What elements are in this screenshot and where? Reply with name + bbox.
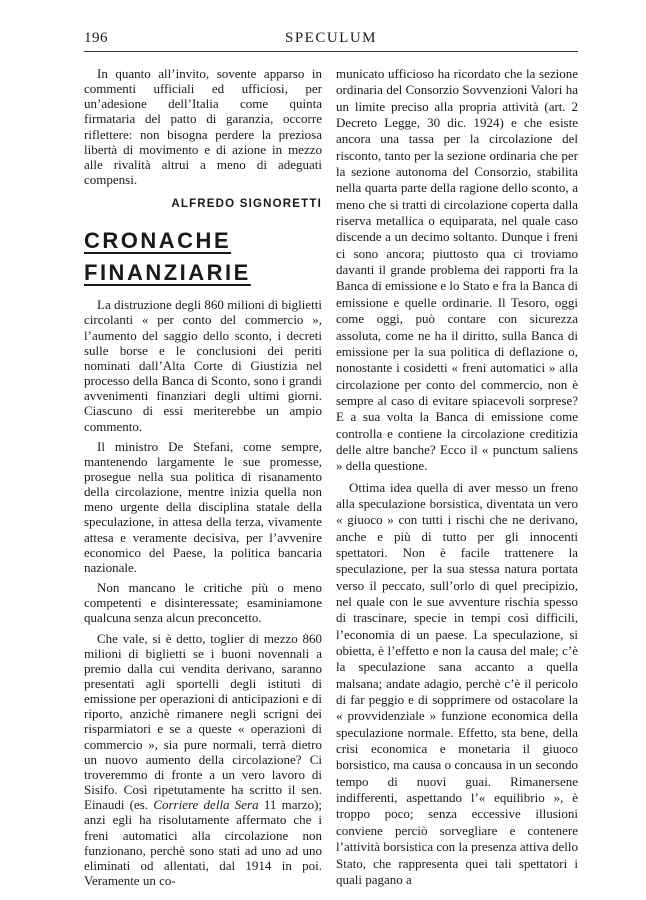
paragraph-4 bbox=[84, 631, 322, 889]
right-column bbox=[336, 66, 578, 888]
intro-paragraph: In quanto all’invito, sovente apparso in commenti ufficiali ed ufficiosi, per un’adesione dell’Italia come quinta firmataria del patto di garanzia, occorre riflettere: non bisogna perdere la preziosa libertà di movimento e di azione in mezzo alle rivalità altrui a meno di adeguati compensi. bbox=[84, 66, 322, 188]
author-signature: ALFREDO SIGNORETTI bbox=[171, 198, 322, 211]
section-title-line-1: CRONACHE bbox=[84, 228, 232, 254]
section-title-line-2: FINANZIARIE bbox=[84, 260, 251, 286]
header-rule bbox=[84, 51, 578, 52]
paragraph-2: Il ministro De Stefani, come sempre, mantenendo largamente le sue promesse, prosegue nella sua politica di risanamento della circolazione, mentre inizia quella non meno urgente della disciplina statale della speculazione, in attesa della terza, vivamente attesa e veramente decisiva, per l’avvenire economico del Paese, la politica bancaria nazionale. bbox=[84, 438, 322, 575]
section-heading bbox=[84, 226, 322, 287]
paragraph-continued: municato ufficioso ha ricordato che la sezione ordinaria del Consorzio Sovvenzioni Valori ha un limite preciso alla propria attività (art. 2 Decreto Legge, 30 dic. 1924) e che esiste ancora una tassa per la circolazione del risconto, tanto per la sezione ordinaria che per la sezione autonoma del Consorzio, stabilita nella quarta parte della ragione dello sconto, a meno che si tratti di circolazione coperta dalla riserva metallica o equiparata, nel quale caso discende a un decimo soltanto. Dunque i freni ci sono ancora; piuttosto qua ci troviamo davanti il grande problema dei rapporti fra la Banca di emissione e lo Stato e fra la Banca di emissione e quelle ordinarie. Il Tesoro, oggi come oggi, può contare con sicurezza assoluta, come ne ha il diritto, sulla Banca di emissione per la sua politica di deflazione o, nonostante i cosidetti « freni automatici » alla circolazione per conto del commercio, non è sempre al caso di evitare spiacevoli sorprese? E a sua volta la Banca di emissione come controlla e contiene la circolazione creditizia delle altre banche? Ecco il « punctum saliens » della questione. bbox=[336, 66, 578, 474]
running-title: SPECULUM bbox=[284, 30, 378, 46]
page-number: 196 bbox=[84, 30, 108, 46]
paragraph-1: La distruzione degli 860 milioni di biglietti circolanti « per conto del commercio », l’aumento del saggio dello sconto, i decreti sulle borse e le conclusioni dei periti nominati dall’Alta Corte di Giustizia nel processo della Banca di Sconto, sono i grandi avvenimenti finanziari degli ultimi giorni. Ciascuno di essi meriterebbe un ampio commento. bbox=[84, 297, 322, 434]
paragraph-speculation: Ottima idea quella di aver messo un freno alla speculazione borsistica, diventata un vero « giuoco » con tutti i rischi che ne derivano, anche e più di tutto per gli innocenti spettatori. Non è facile trattenere la speculazione, per la sua stessa natura portata verso il peccato, sull’orlo di quel precipizio, nel quale con le sue avventure rischia spesso di trascinare, specie in tempi così difficili, l’economia di un paese. La speculazione, si obietta, è l’effetto e non la causa del male; c’è la speculazione sana accanto a quella malsana; andate adagio, perchè c’è il pericolo di far peggio e di sopprimere od ostacolare la « provvidenziale » funzione economica della speculazione normale. Effetto, sta bene, della crisi economica e monetaria il giuoco borsistico, ma causa o concausa in un secondo tempo di nuovi guai. Rimanersene indifferenti, aspettando l’« equilibrio », è troppo poco; senza eccessive illusioni conviene perciò sorvegliare e contenere l’attività borsistica con la presenza attiva dello Stato, che rappresenta quei tali spettatori i quali pagano a bbox=[336, 479, 578, 887]
running-header bbox=[84, 30, 578, 50]
paragraph-3: Non mancano le critiche più o meno competenti e disinteressate; esaminiamone qualcuna senza alcun preconcetto. bbox=[84, 580, 322, 626]
paragraph-4-text-end: 11 marzo); anzi egli ha risolutamente affermato che i freni automatici alla circolazione non funzionano, perchè sono stati ad uno ad uno eliminati od allentati, dal 1914 in poi. Veramente un co- bbox=[84, 797, 323, 889]
paragraph-4-text: Che vale, si è detto, toglier di mezzo 860 milioni di biglietti se i buoni novennali a premio dalla cui vendita derivano, saranno presentati agli sportelli degli istituti di emissione per operazioni di anticipazioni e di riporto, anzichè rimanere negli scrigni dei risparmiatori e se a queste « operazioni di commercio », sia pure normali, terrà dietro un nuovo aumento della circolazione? Ci troveremmo di fronte a un vero lavoro di Sisifo. Così ripetutamente ha scritto il sen. Einaudi (es. bbox=[84, 630, 322, 813]
newspaper-title: Corriere della Sera bbox=[153, 797, 259, 813]
left-column bbox=[84, 66, 322, 888]
